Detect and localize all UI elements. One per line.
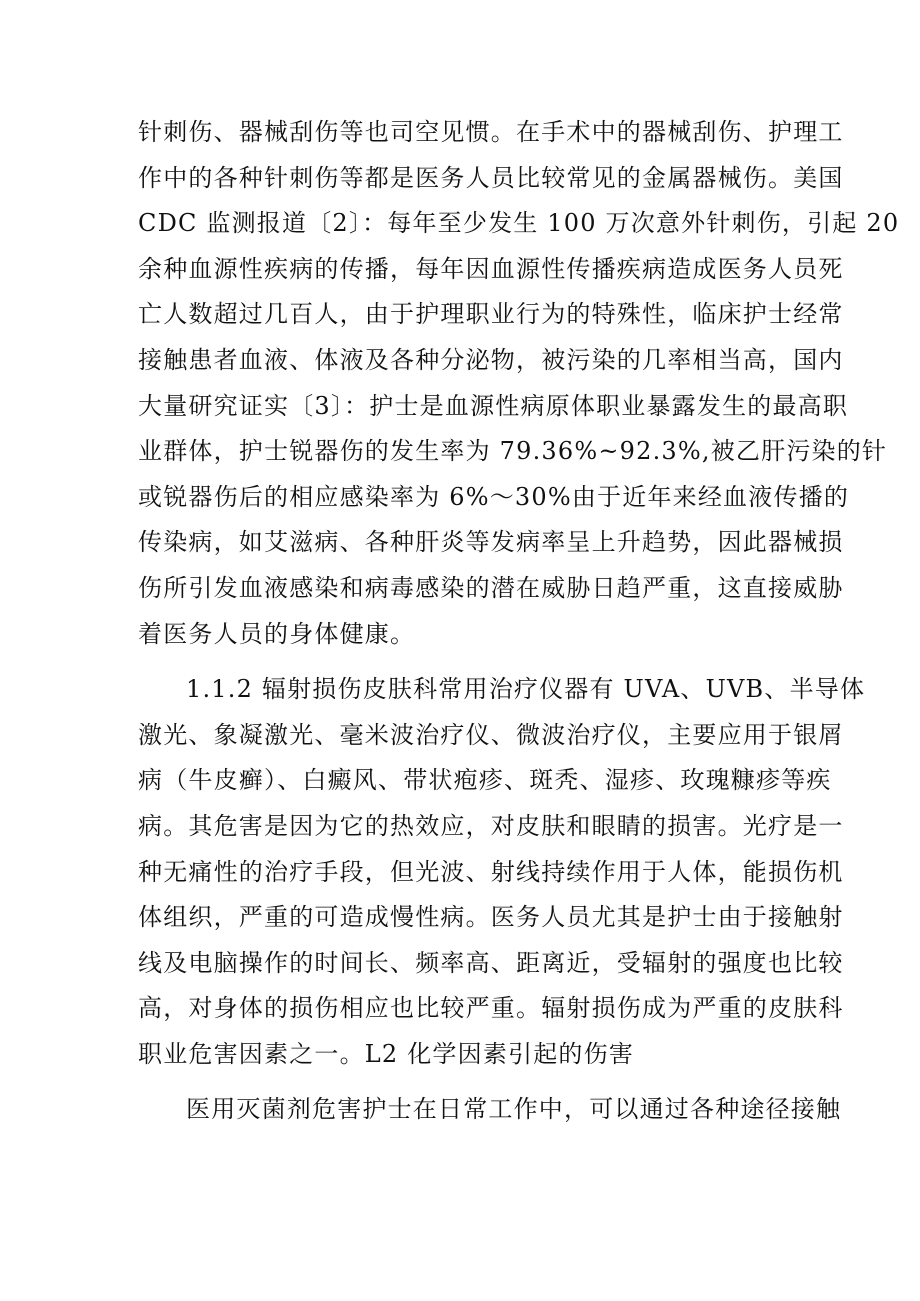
paragraph-radiation-injuries bbox=[138, 667, 866, 1077]
text-line: 传染病，如艾滋病、各种肝炎等发病率呈上升趋势，因此器械损 bbox=[138, 528, 844, 557]
text-line: 伤所引发血液感染和病毒感染的潜在威胁日趋严重，这直接威胁 bbox=[138, 573, 844, 602]
text-line: 种无痛性的治疗手段，但光波、射线持续作用于人体，能损伤机 bbox=[138, 857, 844, 886]
paragraph-sterilant-hazards bbox=[138, 1087, 842, 1133]
text-line: 亡人数超过几百人，由于护理职业行为的特殊性，临床护士经常 bbox=[138, 300, 844, 329]
text-line: 或锐器伤后的相应感染率为 6%～30%由于近年来经血液传播的 bbox=[138, 482, 850, 511]
text-line: 职业危害因素之一。L2 化学因素引起的伤害 bbox=[138, 1039, 635, 1068]
text-line: 余种血源性疾病的传播，每年因血源性传播疾病造成医务人员死 bbox=[138, 254, 844, 283]
paragraph-spacer bbox=[138, 657, 798, 667]
text-line: 大量研究证实〔3〕：护士是血源性病原体职业暴露发生的最高职 bbox=[138, 391, 849, 420]
text-line: 医用灭菌剂危害护士在日常工作中，可以通过各种途径接触 bbox=[186, 1095, 842, 1124]
text-line: 体组织，严重的可造成慢性病。医务人员尤其是护士由于接触射 bbox=[138, 903, 844, 932]
text-line: 高，对身体的损伤相应也比较严重。辐射损伤成为严重的皮肤科 bbox=[138, 994, 844, 1023]
text-line: 针刺伤、器械刮伤等也司空见惯。在手术中的器械刮伤、护理工 bbox=[138, 118, 844, 146]
text-line: 病（牛皮癣）、白癜风、带状疱疹、斑秃、湿疹、玫瑰糠疹等疾 bbox=[138, 766, 832, 795]
text-line: CDC 监测报道〔2〕：每年至少发生 100 万次意外针刺伤，引起 20 bbox=[138, 209, 900, 238]
text-line: 着医务人员的身体健康。 bbox=[138, 619, 416, 648]
text-line: 作中的各种针刺伤等都是医务人员比较常见的金属器械伤。美国 bbox=[138, 163, 844, 192]
text-line: 激光、象凝激光、毫米波治疗仪、微波治疗仪，主要应用于银屑 bbox=[138, 720, 844, 749]
text-line: 病。其危害是因为它的热效应，对皮肤和眼睛的损害。光疗是一 bbox=[138, 811, 844, 840]
paragraph-needle-injuries bbox=[138, 110, 900, 657]
text-line: 线及电脑操作的时间长、频率高、距离近，受辐射的强度也比较 bbox=[138, 948, 844, 977]
text-line: 业群体，护士锐器伤的发生率为 79.36%~92.3%,被乙肝污染的针 bbox=[138, 437, 888, 466]
text-line: 1.1.2 辐射损伤皮肤科常用治疗仪器有 UVA、UVB、半导体 bbox=[186, 675, 866, 704]
text-line: 接触患者血液、体液及各种分泌物，被污染的几率相当高，国内 bbox=[138, 345, 844, 374]
paragraph-spacer bbox=[138, 1077, 798, 1087]
document-body bbox=[138, 110, 900, 1133]
